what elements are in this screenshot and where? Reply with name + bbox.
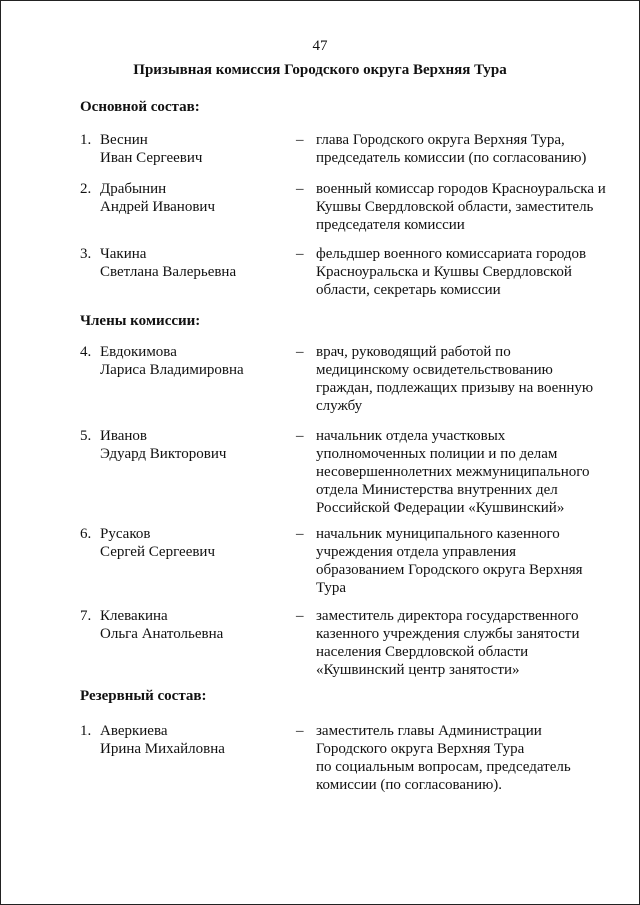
- person-given-name: Светлана Валерьевна: [100, 264, 237, 280]
- item-number: 1.: [80, 132, 92, 148]
- person-given-name: Лариса Владимировна: [100, 362, 244, 378]
- role-line: Кушвы Свердловской области, заместитель: [316, 199, 594, 215]
- person-role: [316, 343, 616, 415]
- person-name: [100, 722, 290, 758]
- person-name: [100, 525, 290, 561]
- role-line: казенного учреждения службы занятости: [316, 626, 580, 642]
- person-role: [316, 525, 616, 597]
- dash: –: [296, 608, 304, 624]
- person-surname: Аверкиева: [100, 723, 168, 739]
- role-line: Красноуральска и Кушвы Свердловской: [316, 264, 572, 280]
- role-line: отдела Министерства внутренних дел: [316, 482, 558, 498]
- person-role: [316, 131, 616, 167]
- item-number: 3.: [80, 246, 92, 262]
- document-title: Призывная комиссия Городского округа Верхняя Тура: [133, 62, 507, 78]
- person-name: [100, 131, 290, 167]
- role-line: начальник отдела участковых: [316, 428, 506, 444]
- person-role: [316, 245, 616, 299]
- role-line: несовершеннолетних межмуниципального: [316, 464, 590, 480]
- role-line: Российской Федерации «Кушвинский»: [316, 500, 565, 516]
- item-number: 2.: [80, 181, 92, 197]
- person-surname: Евдокимова: [100, 344, 177, 360]
- person-surname: Русаков: [100, 526, 151, 542]
- role-line: Городского округа Верхняя Тура: [316, 741, 525, 757]
- section-heading-members: Члены комиссии:: [80, 313, 201, 329]
- role-line: по социальным вопросам, председатель: [316, 759, 571, 775]
- item-number: 7.: [80, 608, 92, 624]
- role-line: комиссии (по согласованию).: [316, 777, 503, 793]
- role-line: заместитель главы Администрации: [316, 723, 542, 739]
- role-line: образованием Городского округа Верхняя: [316, 562, 583, 578]
- person-role: [316, 427, 616, 517]
- person-given-name: Ирина Михайловна: [100, 741, 225, 757]
- role-line: фельдшер военного комиссариата городов: [316, 246, 587, 262]
- role-line: заместитель директора государственного: [316, 608, 579, 624]
- page-number: 47: [312, 38, 328, 54]
- person-role: [316, 180, 616, 234]
- section-heading-main: Основной состав:: [80, 99, 200, 115]
- dash: –: [296, 132, 304, 148]
- person-name: [100, 343, 290, 379]
- dash: –: [296, 526, 304, 542]
- person-surname: Веснин: [100, 132, 148, 148]
- role-line: глава Городского округа Верхняя Тура,: [316, 132, 565, 148]
- role-line: уполномоченных полиции и по делам: [316, 446, 558, 462]
- person-given-name: Иван Сергеевич: [100, 150, 203, 166]
- dash: –: [296, 246, 304, 262]
- person-surname: Иванов: [100, 428, 147, 444]
- person-given-name: Андрей Иванович: [100, 199, 215, 215]
- person-role: [316, 722, 616, 794]
- dash: –: [296, 723, 304, 739]
- role-line: области, секретарь комиссии: [316, 282, 501, 298]
- role-line: населения Свердловской области: [316, 644, 529, 660]
- role-line: врач, руководящий работой по: [316, 344, 511, 360]
- person-name: [100, 427, 290, 463]
- role-line: учреждения отдела управления: [316, 544, 517, 560]
- dash: –: [296, 344, 304, 360]
- role-line: начальник муниципального казенного: [316, 526, 560, 542]
- role-line: председатель комиссии (по согласованию): [316, 150, 587, 166]
- person-name: [100, 180, 290, 216]
- dash: –: [296, 181, 304, 197]
- item-number: 1.: [80, 723, 92, 739]
- role-line: службу: [316, 398, 363, 414]
- item-number: 6.: [80, 526, 92, 542]
- role-line: медицинскому освидетельствованию: [316, 362, 553, 378]
- role-line: граждан, подлежащих призыву на военную: [316, 380, 594, 396]
- section-heading-reserve: Резервный состав:: [80, 688, 207, 704]
- role-line: военный комиссар городов Красноуральска и: [316, 181, 606, 197]
- person-surname: Клевакина: [100, 608, 168, 624]
- dash: –: [296, 428, 304, 444]
- person-given-name: Эдуард Викторович: [100, 446, 227, 462]
- person-name: [100, 607, 290, 643]
- person-given-name: Сергей Сергеевич: [100, 544, 216, 560]
- person-surname: Драбынин: [100, 181, 167, 197]
- role-line: председателя комиссии: [316, 217, 465, 233]
- item-number: 4.: [80, 344, 92, 360]
- role-line: Тура: [316, 580, 347, 596]
- person-name: [100, 245, 290, 281]
- role-line: «Кушвинский центр занятости»: [316, 662, 520, 678]
- person-role: [316, 607, 616, 679]
- item-number: 5.: [80, 428, 92, 444]
- person-given-name: Ольга Анатольевна: [100, 626, 224, 642]
- person-surname: Чакина: [100, 246, 147, 262]
